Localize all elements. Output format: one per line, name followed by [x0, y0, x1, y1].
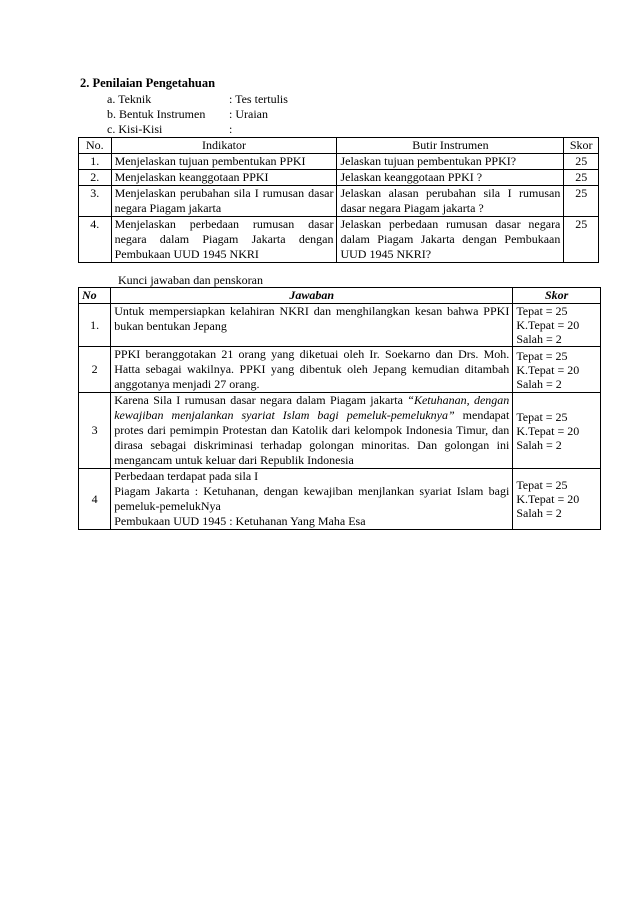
table-row [79, 170, 599, 186]
answer-quote: “Ketuhanan, dengan kewajiban menjalankan syariat Islam bagi pemeluk-pemeluknya” [114, 393, 510, 422]
answer-text: Untuk mempersiapkan kelahiran NKRI dan menghilangkan kesan bahwa PPKI bukan bentukan Jepang [114, 304, 510, 333]
table-row [79, 304, 601, 347]
table-header-row [79, 288, 601, 304]
cell-skor [513, 304, 601, 347]
table-row [79, 217, 599, 263]
cell-skor: 25 [564, 154, 599, 170]
cell-jawaban [111, 393, 513, 469]
skor-kurang-tepat: K.Tepat = 20 [516, 318, 580, 332]
meta-row-bentuk [107, 107, 288, 122]
skor-kurang-tepat: K.Tepat = 20 [516, 492, 580, 506]
meta-label: c. Kisi-Kisi [107, 122, 163, 136]
cell-no: 2 [79, 347, 111, 393]
meta-value: : Tes tertulis [229, 92, 288, 106]
cell-skor [513, 469, 601, 530]
cell-skor [513, 393, 601, 469]
skor-tepat: Tepat = 25 [516, 348, 568, 363]
answer-text: PPKI beranggotakan 21 orang yang diketuai oleh Ir. Soekarno dan Drs. Moh. Hatta sebagai wakilnya. PPKI yang dibentuk oleh Jepang kemudian ditambah anggotanya menjadi 27 orang. [114, 347, 510, 391]
cell-butir: Jelaskan tujuan pembentukan PPKI? [337, 154, 564, 170]
answer-text: Karena Sila I rumusan dasar negara dalam Piagam jakarta [114, 393, 408, 407]
assessment-meta [107, 92, 288, 137]
header-no: No. [79, 138, 112, 154]
cell-skor [513, 347, 601, 393]
cell-butir: Jelaskan keanggotaan PPKI ? [337, 170, 564, 186]
kunci-jawaban-title: Kunci jawaban dan penskoran [118, 273, 263, 287]
skor-salah: Salah = 2 [516, 376, 562, 391]
kunci-jawaban-table [78, 287, 601, 530]
cell-no: 3. [79, 186, 112, 217]
skor-kurang-tepat: K.Tepat = 20 [516, 423, 580, 438]
answer-line: Piagam Jakarta : Ketuhanan, dengan kewajiban menjlankan syariat Islam bagi pemeluk-pemelukNya [114, 484, 510, 513]
table-row [79, 393, 601, 469]
meta-label: a. Teknik [107, 92, 152, 106]
cell-indikator: Menjelaskan tujuan pembentukan PPKI [111, 154, 337, 170]
cell-no: 4 [79, 469, 111, 530]
cell-no: 2. [79, 170, 112, 186]
header-butir: Butir Instrumen [337, 138, 564, 154]
cell-indikator: Menjelaskan keanggotaan PPKI [111, 170, 337, 186]
header-skor: Skor [564, 138, 599, 154]
cell-butir: Jelaskan perbedaan rumusan dasar negara dalam Piagam Jakarta dengan Pembukaan UUD 1945 NKRI? [337, 217, 564, 263]
meta-value: : Uraian [229, 107, 268, 121]
table-header-row [79, 138, 599, 154]
meta-label: b. Bentuk Instrumen [107, 107, 206, 121]
cell-skor: 25 [564, 170, 599, 186]
meta-value: : [229, 122, 233, 136]
skor-tepat: Tepat = 25 [516, 304, 568, 318]
header-jawaban: Jawaban [111, 288, 513, 304]
cell-indikator: Menjelaskan perubahan sila I rumusan dasar negara Piagam jakarta [111, 186, 337, 217]
cell-no: 4. [79, 217, 112, 263]
kisi-kisi-table [78, 137, 599, 263]
answer-line: Pembukaan UUD 1945 : Ketuhanan Yang Maha Esa [114, 514, 366, 528]
cell-skor: 25 [564, 186, 599, 217]
table-row [79, 154, 599, 170]
skor-tepat: Tepat = 25 [516, 478, 568, 492]
answer-text: mendapat protes dari pemimpin Protestan dan Katolik dari kelompok Indonesia Timur, dan dirasa sebagai diskriminasi terhadap golongan minoritas. Dan golongan ini mengancam untuk keluar dari Republik Indonesia [114, 408, 510, 467]
cell-indikator: Menjelaskan perbedaan rumusan dasar negara dalam Piagam Jakarta dengan Pembukaan UUD 1945 NKRI [111, 217, 337, 263]
meta-row-kisi [107, 122, 288, 137]
table-row [79, 186, 599, 217]
header-no: No [79, 288, 111, 304]
answer-line: Perbedaan terdapat pada sila I [114, 469, 259, 483]
cell-no: 1. [79, 154, 112, 170]
section-title: 2. Penilaian Pengetahuan [80, 76, 216, 90]
table-row [79, 469, 601, 530]
header-indikator: Indikator [111, 138, 337, 154]
skor-kurang-tepat: K.Tepat = 20 [516, 362, 580, 377]
skor-salah: Salah = 2 [516, 332, 562, 346]
cell-jawaban [111, 469, 513, 530]
skor-tepat: Tepat = 25 [516, 409, 568, 424]
cell-jawaban [111, 304, 513, 347]
skor-salah: Salah = 2 [516, 437, 562, 452]
cell-butir: Jelaskan alasan perubahan sila I rumusan dasar negara Piagam jakarta ? [337, 186, 564, 217]
table-row [79, 347, 601, 393]
cell-no: 1. [79, 304, 111, 347]
header-skor: Skor [513, 288, 601, 304]
cell-no: 3 [79, 393, 111, 469]
meta-row-teknik [107, 92, 288, 107]
skor-salah: Salah = 2 [516, 506, 562, 520]
cell-jawaban [111, 347, 513, 393]
cell-skor: 25 [564, 217, 599, 263]
